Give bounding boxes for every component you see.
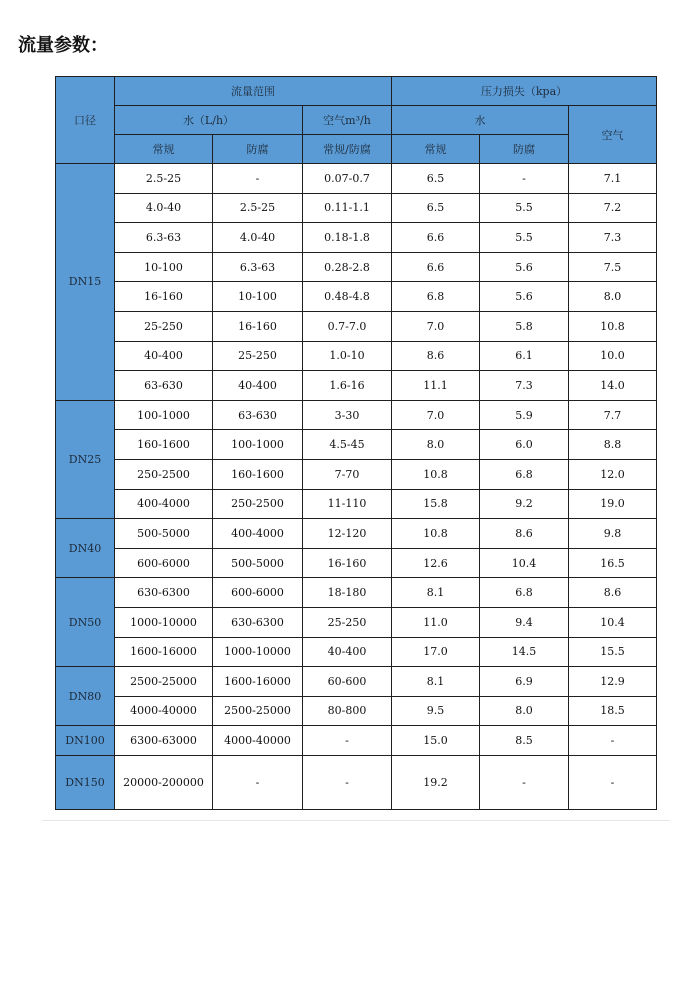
cell-water-anticorrosion: 630-6300	[213, 607, 303, 637]
cell-air-flow: 25-250	[303, 607, 392, 637]
cell-air-flow: 11-110	[303, 489, 392, 519]
table-row	[56, 459, 657, 489]
cell-water-anticorrosion: 16-160	[213, 311, 303, 341]
table-row	[56, 637, 657, 667]
cell-loss-anticorrosion: 8.5	[480, 726, 569, 756]
cell-water-regular: 160-1600	[115, 430, 213, 460]
cell-water-regular: 500-5000	[115, 519, 213, 549]
table-row	[56, 223, 657, 253]
cell-air-flow: 40-400	[303, 637, 392, 667]
cell-air-flow: 16-160	[303, 548, 392, 578]
cell-air-loss: 19.0	[569, 489, 657, 519]
cell-air-flow: 60-600	[303, 667, 392, 697]
cell-water-anticorrosion: 600-6000	[213, 578, 303, 608]
cell-water-anticorrosion: 1000-10000	[213, 637, 303, 667]
cell-water-regular: 2.5-25	[115, 164, 213, 194]
caliber-cell: DN25	[56, 400, 115, 518]
caliber-cell: DN40	[56, 519, 115, 578]
table-row	[56, 519, 657, 549]
cell-water-anticorrosion: 10-100	[213, 282, 303, 312]
header-water-anticorrosion: 防腐	[213, 135, 303, 164]
table-row	[56, 548, 657, 578]
cell-water-regular: 1600-16000	[115, 637, 213, 667]
cell-water-anticorrosion: 4.0-40	[213, 223, 303, 253]
cell-water-regular: 6.3-63	[115, 223, 213, 253]
cell-loss-anticorrosion: -	[480, 164, 569, 194]
cell-air-loss: 16.5	[569, 548, 657, 578]
cell-water-anticorrosion: 400-4000	[213, 519, 303, 549]
cell-loss-regular: 10.8	[392, 519, 480, 549]
cell-water-regular: 4000-40000	[115, 696, 213, 726]
cell-air-loss: 12.9	[569, 667, 657, 697]
cell-air-loss: 10.0	[569, 341, 657, 371]
cell-water-regular: 10-100	[115, 252, 213, 282]
cell-air-flow: 0.7-7.0	[303, 311, 392, 341]
cell-air-flow: 1.0-10	[303, 341, 392, 371]
cell-loss-regular: 6.6	[392, 223, 480, 253]
cell-water-anticorrosion: 500-5000	[213, 548, 303, 578]
cell-air-loss: 15.5	[569, 637, 657, 667]
cell-water-regular: 1000-10000	[115, 607, 213, 637]
cell-loss-anticorrosion: 8.6	[480, 519, 569, 549]
cell-loss-anticorrosion: 10.4	[480, 548, 569, 578]
header-caliber: 口径	[56, 77, 115, 164]
cell-loss-anticorrosion: 5.9	[480, 400, 569, 430]
cell-air-flow: 4.5-45	[303, 430, 392, 460]
cell-air-loss: 7.2	[569, 193, 657, 223]
cell-loss-anticorrosion: 9.4	[480, 607, 569, 637]
cell-air-loss: 18.5	[569, 696, 657, 726]
cell-air-loss: 7.5	[569, 252, 657, 282]
cell-air-flow: -	[303, 755, 392, 809]
cell-loss-regular: 19.2	[392, 755, 480, 809]
cell-loss-regular: 8.1	[392, 578, 480, 608]
cell-water-regular: 100-1000	[115, 400, 213, 430]
cell-loss-anticorrosion: 14.5	[480, 637, 569, 667]
cell-loss-regular: 11.0	[392, 607, 480, 637]
cell-water-regular: 600-6000	[115, 548, 213, 578]
cell-air-flow: -	[303, 726, 392, 756]
cell-air-flow: 18-180	[303, 578, 392, 608]
cell-water-regular: 400-4000	[115, 489, 213, 519]
caliber-cell: DN100	[56, 726, 115, 756]
table-row	[56, 696, 657, 726]
caliber-cell: DN150	[56, 755, 115, 809]
cell-loss-regular: 6.8	[392, 282, 480, 312]
cell-water-regular: 63-630	[115, 371, 213, 401]
cell-air-loss: 7.3	[569, 223, 657, 253]
table-row	[56, 252, 657, 282]
cell-loss-regular: 15.0	[392, 726, 480, 756]
cell-water-anticorrosion: 2.5-25	[213, 193, 303, 223]
cell-air-loss: 8.8	[569, 430, 657, 460]
cell-water-regular: 20000-200000	[115, 755, 213, 809]
cell-loss-regular: 11.1	[392, 371, 480, 401]
cell-air-loss: 14.0	[569, 371, 657, 401]
table-row	[56, 667, 657, 697]
cell-loss-regular: 9.5	[392, 696, 480, 726]
cell-air-flow: 0.11-1.1	[303, 193, 392, 223]
page-title: 流量参数：	[18, 35, 108, 56]
cell-air-flow: 12-120	[303, 519, 392, 549]
cell-water-regular: 630-6300	[115, 578, 213, 608]
header-loss-anticorrosion: 防腐	[480, 135, 569, 164]
cell-air-flow: 0.07-0.7	[303, 164, 392, 194]
cell-loss-anticorrosion: 6.0	[480, 430, 569, 460]
table-body	[56, 164, 657, 810]
cell-air-flow: 0.28-2.8	[303, 252, 392, 282]
flow-parameter-table	[55, 76, 657, 810]
cell-loss-regular: 6.5	[392, 193, 480, 223]
cell-air-loss: 9.8	[569, 519, 657, 549]
cell-loss-regular: 7.0	[392, 400, 480, 430]
cell-loss-regular: 15.8	[392, 489, 480, 519]
header-loss-regular: 常规	[392, 135, 480, 164]
cell-water-anticorrosion: 2500-25000	[213, 696, 303, 726]
cell-loss-anticorrosion: 5.6	[480, 252, 569, 282]
cell-water-anticorrosion: 25-250	[213, 341, 303, 371]
caliber-cell: DN15	[56, 164, 115, 401]
header-air-regular-anticorrosion: 常规/防腐	[303, 135, 392, 164]
cell-loss-regular: 10.8	[392, 459, 480, 489]
cell-air-flow: 7-70	[303, 459, 392, 489]
cell-water-anticorrosion: 1600-16000	[213, 667, 303, 697]
header-air-loss: 空气	[569, 106, 657, 164]
table-row	[56, 489, 657, 519]
cell-loss-anticorrosion: 5.5	[480, 223, 569, 253]
table-row	[56, 755, 657, 809]
table-row	[56, 578, 657, 608]
cell-water-anticorrosion: 4000-40000	[213, 726, 303, 756]
cell-air-loss: 8.0	[569, 282, 657, 312]
cell-loss-regular: 8.0	[392, 430, 480, 460]
cell-water-anticorrosion: 100-1000	[213, 430, 303, 460]
cell-loss-anticorrosion: 6.1	[480, 341, 569, 371]
cell-loss-regular: 6.6	[392, 252, 480, 282]
table-row	[56, 282, 657, 312]
cell-air-flow: 80-800	[303, 696, 392, 726]
cell-water-regular: 25-250	[115, 311, 213, 341]
header-flow-range: 流量范围	[115, 77, 392, 106]
cell-loss-anticorrosion: 5.6	[480, 282, 569, 312]
table-row	[56, 607, 657, 637]
cell-air-flow: 3-30	[303, 400, 392, 430]
cell-water-regular: 40-400	[115, 341, 213, 371]
cell-air-flow: 1.6-16	[303, 371, 392, 401]
cell-loss-anticorrosion: 8.0	[480, 696, 569, 726]
cell-loss-anticorrosion: 6.8	[480, 578, 569, 608]
cell-water-regular: 2500-25000	[115, 667, 213, 697]
table-row	[56, 400, 657, 430]
cell-loss-anticorrosion: 5.5	[480, 193, 569, 223]
cell-air-loss: -	[569, 755, 657, 809]
cell-loss-regular: 17.0	[392, 637, 480, 667]
cell-loss-anticorrosion: -	[480, 755, 569, 809]
cell-water-anticorrosion: 63-630	[213, 400, 303, 430]
header-water-loss: 水	[392, 106, 569, 135]
table-row	[56, 164, 657, 194]
cell-water-regular: 250-2500	[115, 459, 213, 489]
cell-air-loss: 8.6	[569, 578, 657, 608]
cell-loss-regular: 6.5	[392, 164, 480, 194]
header-air-flow: 空气m³/h	[303, 106, 392, 135]
table-row	[56, 371, 657, 401]
cell-water-anticorrosion: 250-2500	[213, 489, 303, 519]
table-row	[56, 726, 657, 756]
table-row	[56, 430, 657, 460]
cell-loss-regular: 12.6	[392, 548, 480, 578]
cell-loss-anticorrosion: 6.9	[480, 667, 569, 697]
cell-loss-regular: 8.1	[392, 667, 480, 697]
cell-water-regular: 4.0-40	[115, 193, 213, 223]
header-water-flow: 水（L/h）	[115, 106, 303, 135]
cell-air-loss: 7.1	[569, 164, 657, 194]
cell-loss-anticorrosion: 7.3	[480, 371, 569, 401]
cell-loss-anticorrosion: 5.8	[480, 311, 569, 341]
header-water-regular: 常规	[115, 135, 213, 164]
header-pressure-loss: 压力损失（kpa）	[392, 77, 657, 106]
cell-air-loss: 7.7	[569, 400, 657, 430]
cell-water-anticorrosion: -	[213, 164, 303, 194]
cell-air-flow: 0.48-4.8	[303, 282, 392, 312]
cell-air-loss: -	[569, 726, 657, 756]
cell-water-anticorrosion: -	[213, 755, 303, 809]
cell-water-anticorrosion: 40-400	[213, 371, 303, 401]
cell-water-regular: 16-160	[115, 282, 213, 312]
cell-air-flow: 0.18-1.8	[303, 223, 392, 253]
cell-loss-anticorrosion: 9.2	[480, 489, 569, 519]
cell-air-loss: 10.4	[569, 607, 657, 637]
cell-loss-regular: 7.0	[392, 311, 480, 341]
cell-water-regular: 6300-63000	[115, 726, 213, 756]
caliber-cell: DN50	[56, 578, 115, 667]
caliber-cell: DN80	[56, 667, 115, 726]
table-row	[56, 341, 657, 371]
cell-loss-regular: 8.6	[392, 341, 480, 371]
cell-air-loss: 10.8	[569, 311, 657, 341]
cell-air-loss: 12.0	[569, 459, 657, 489]
table-row	[56, 311, 657, 341]
footer-divider	[42, 820, 670, 821]
cell-loss-anticorrosion: 6.8	[480, 459, 569, 489]
cell-water-anticorrosion: 6.3-63	[213, 252, 303, 282]
table-row	[56, 193, 657, 223]
cell-water-anticorrosion: 160-1600	[213, 459, 303, 489]
